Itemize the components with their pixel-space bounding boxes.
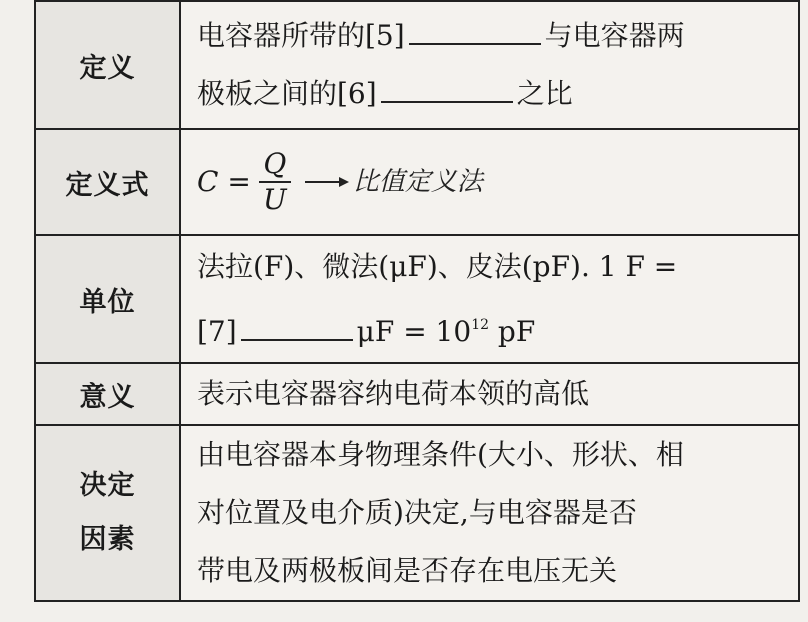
unit-content — [180, 235, 799, 363]
definition-line1-post: 与电容器两 — [544, 19, 685, 52]
table-row — [35, 425, 799, 601]
row-label-determining-factors — [35, 425, 180, 601]
blank-7-input[interactable] — [241, 317, 353, 341]
factors-line2: 对位置及电介质)决定,与电容器是否 — [197, 496, 637, 529]
table-row — [35, 363, 799, 425]
unit-line1: 法拉(F)、微法(μF)、皮法(pF). 1 F = — [197, 249, 678, 283]
formula-content — [180, 129, 799, 235]
fraction — [259, 147, 291, 217]
definition-content — [180, 1, 799, 129]
text-line — [197, 296, 790, 361]
factors-line1: 由电容器本身物理条件(大小、形状、相 — [197, 438, 684, 471]
fraction-denominator: U — [262, 183, 287, 216]
row-label-formula: 定义式 — [35, 129, 180, 235]
text-line — [197, 65, 790, 123]
row-label-unit: 单位 — [35, 235, 180, 363]
definition-line2-pre: 极板之间的[6] — [197, 77, 377, 110]
formula-method-note: 比值定义法 — [352, 167, 483, 197]
blank-5-input[interactable] — [409, 21, 541, 45]
meaning-content: 表示电容器容纳电荷本领的高低 — [180, 363, 799, 425]
label-part: 决定 — [79, 470, 136, 501]
unit-line2-post: pF — [489, 314, 536, 348]
arrow-icon — [305, 175, 349, 189]
unit-line2-mid: μF = 10 — [356, 314, 472, 348]
table-row — [35, 129, 799, 235]
table-row — [35, 235, 799, 363]
unit-exponent: 12 — [471, 316, 490, 333]
label-part: 因素 — [79, 524, 136, 555]
table-row — [35, 1, 799, 129]
fraction-numerator: Q — [263, 147, 287, 180]
unit-line2-pre: [7] — [197, 314, 237, 348]
determining-factors-content — [180, 425, 799, 601]
text-line — [197, 7, 790, 65]
blank-6-input[interactable] — [381, 79, 513, 103]
formula-lhs: C = — [197, 165, 251, 198]
row-label-meaning: 意义 — [35, 363, 180, 425]
definition-line2-post: 之比 — [516, 77, 573, 110]
definition-line1-pre: 电容器所带的[5] — [197, 19, 405, 52]
row-label-definition: 定义 — [35, 1, 180, 129]
capacitance-definition-table — [34, 0, 800, 602]
formula — [197, 130, 790, 234]
factors-line3: 带电及两极板间是否存在电压无关 — [197, 554, 618, 587]
